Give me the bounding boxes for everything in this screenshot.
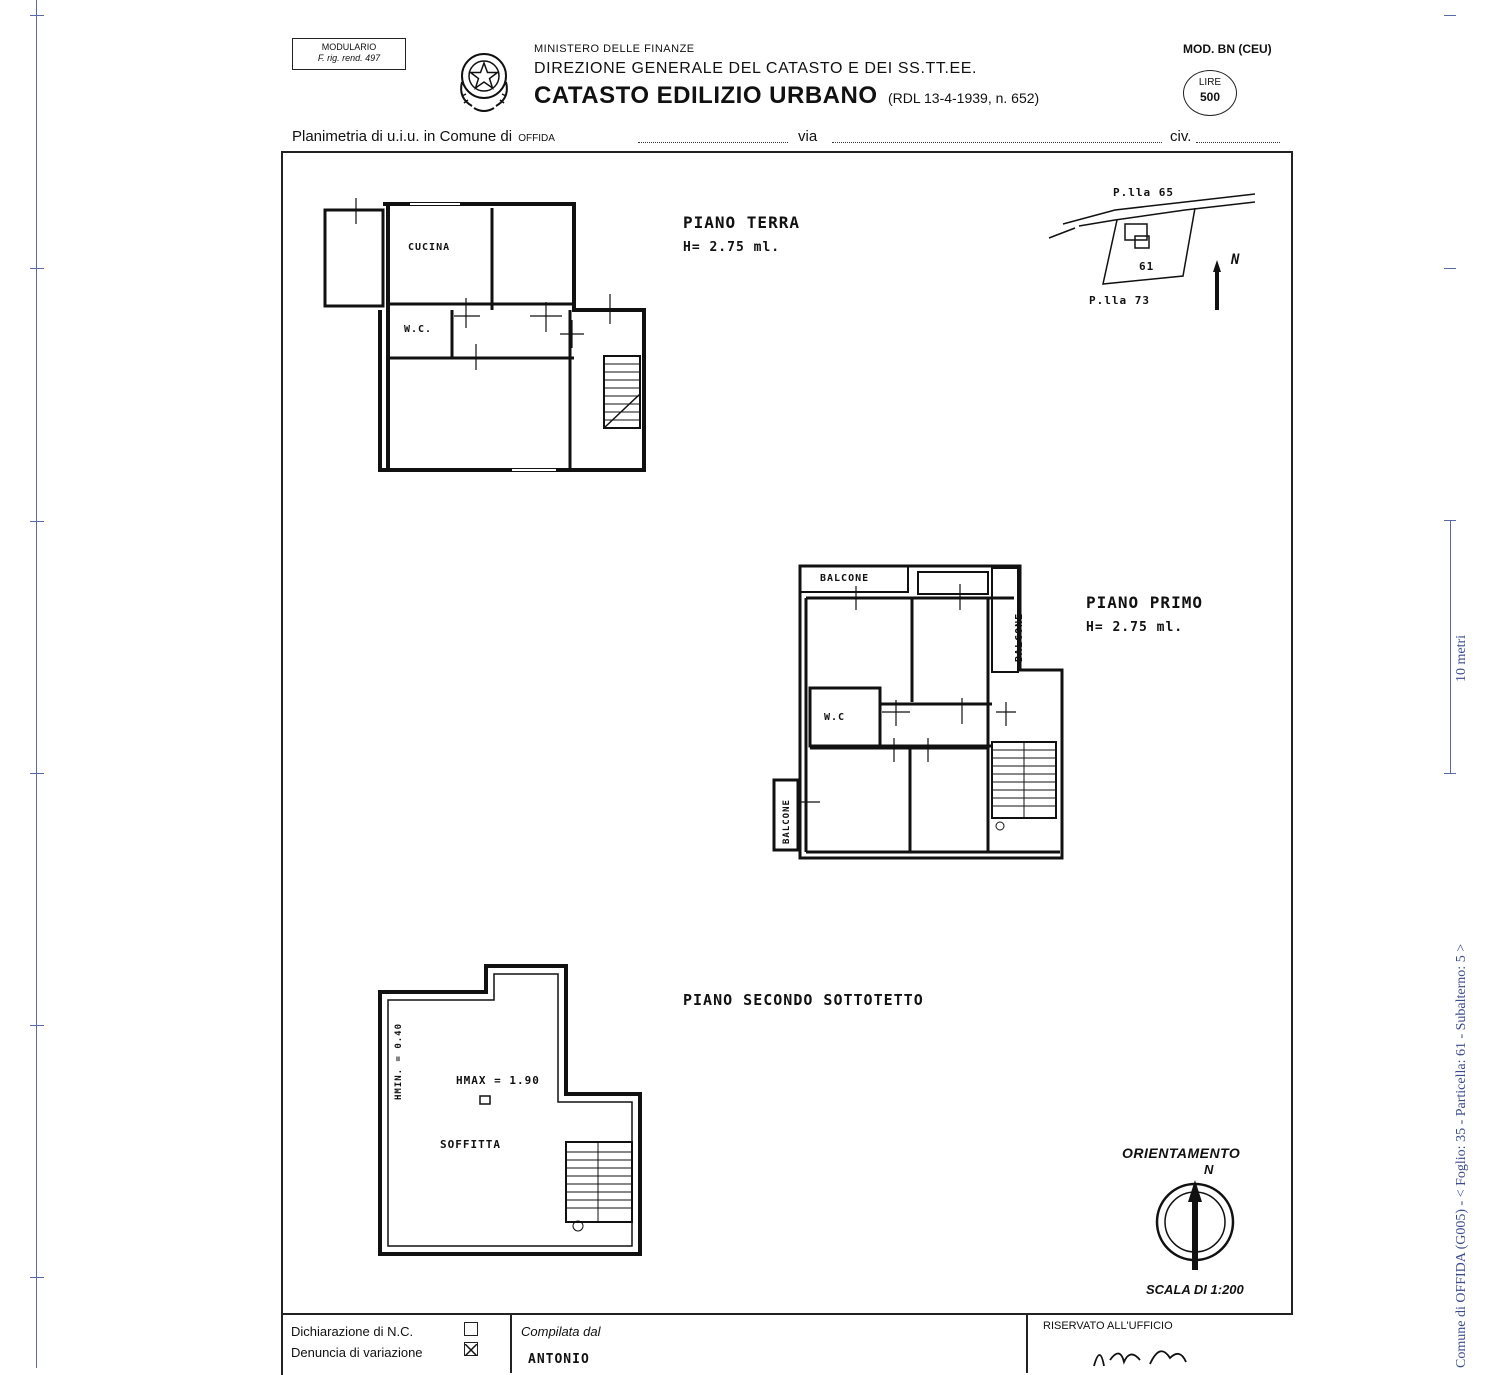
parcel-reference: Comune di OFFIDA (G005) - < Foglio: 35 - Particella: 61 - Subalterno: 5 > [1454, 943, 1469, 1368]
reserved-office-label: RISERVATO ALL'UFFICIO [1043, 1320, 1173, 1332]
left-tick [30, 15, 44, 16]
planimetry-prefix: Planimetria di u.i.u. in Comune di [292, 128, 513, 145]
scale-bar-label: 10 metri [1454, 634, 1469, 682]
left-margin-line [36, 0, 37, 1368]
ground-floor-plan [320, 198, 650, 478]
parcel-bottom-label: P.lla 73 [1089, 294, 1150, 307]
ground-floor-title: PIANO TERRA [683, 213, 800, 232]
attic-floor-plan [376, 962, 646, 1262]
right-balcony-label: BALCONE [1014, 612, 1025, 662]
via-label: via [798, 128, 818, 145]
comune-dots [638, 142, 788, 143]
footer-divider-1 [510, 1313, 512, 1373]
side-tick [1444, 15, 1456, 16]
orientation-title: ORIENTAMENTO [1122, 1145, 1241, 1161]
revenue-stamp [1183, 70, 1237, 116]
second-floor-title: PIANO SECONDO SOTTOTETTO [683, 991, 924, 1009]
compass-north-label: N [1204, 1162, 1214, 1177]
office-signature [1090, 1340, 1200, 1368]
attic-hmin-label: HMIN. = 0.40 [394, 1022, 404, 1100]
footer-divider-2 [1026, 1313, 1028, 1373]
document-title [534, 82, 1039, 110]
direction-name: DIREZIONE GENERALE DEL CATASTO E DEI SS.TT.EE. [534, 60, 978, 77]
nc-declaration-checkbox [464, 1322, 478, 1336]
modulario-line1: MODULARIO [321, 42, 377, 52]
top-balcony-label: BALCONE [820, 573, 870, 584]
comune-name: OFFIDA [518, 133, 555, 144]
scale-bar-tick-bottom [1444, 773, 1456, 774]
compiled-by-label: Compilata dal [521, 1324, 601, 1339]
ministry-name: MINISTERO DELLE FINANZE [534, 43, 695, 55]
kitchen-label: CUCINA [408, 242, 451, 253]
site-north-label: N [1231, 252, 1241, 268]
site-map [1045, 180, 1265, 320]
planimetry-line [292, 128, 1284, 148]
left-tick [30, 773, 44, 774]
modulario-box [292, 38, 406, 70]
left-tick [30, 1277, 44, 1278]
law-reference: (RDL 13-4-1939, n. 652) [887, 90, 1040, 106]
scale-label: SCALA DI 1:200 [1146, 1282, 1244, 1297]
left-balcony-label: BALCONE [782, 799, 792, 844]
scale-bar-tick-top [1444, 520, 1456, 521]
modulario-line2: F. rig. rend. 497 [317, 53, 381, 63]
model-code: MOD. BN (CEU) [1183, 42, 1272, 56]
stamp-value: 500 [1199, 90, 1221, 104]
first-floor-plan [770, 562, 1070, 862]
parcel-top-label: P.lla 65 [1113, 186, 1174, 199]
civ-dots [1196, 142, 1280, 143]
nc-declaration-label: Dichiarazione di N.C. [291, 1324, 414, 1339]
left-tick [30, 268, 44, 269]
civ-label: civ. [1170, 128, 1192, 145]
ground-floor-height: H= 2.75 ml. [683, 240, 781, 255]
orientation-compass [1152, 1162, 1238, 1272]
left-tick [30, 1025, 44, 1026]
state-emblem [452, 44, 516, 114]
first-floor-title: PIANO PRIMO [1086, 593, 1203, 612]
first-wc-label: W.C [824, 712, 846, 723]
variation-report-label: Denuncia di variazione [291, 1345, 423, 1360]
first-floor-height: H= 2.75 ml. [1086, 620, 1184, 635]
variation-report-checkbox [464, 1342, 478, 1356]
attic-room-label: SOFFITTA [440, 1138, 501, 1151]
ground-wc-label: W.C. [404, 324, 433, 335]
side-band [1450, 0, 1500, 1368]
side-tick [1444, 268, 1456, 269]
parcel-self-label: 61 [1139, 260, 1155, 273]
attic-hmax-label: HMAX = 1.90 [456, 1074, 540, 1087]
left-tick [30, 521, 44, 522]
compiler-name: ANTONIO [528, 1352, 590, 1367]
via-dots [832, 142, 1162, 143]
title-text: CATASTO EDILIZIO URBANO [534, 82, 878, 109]
scale-bar-line [1450, 520, 1451, 773]
stamp-currency: LIRE [1198, 77, 1222, 88]
